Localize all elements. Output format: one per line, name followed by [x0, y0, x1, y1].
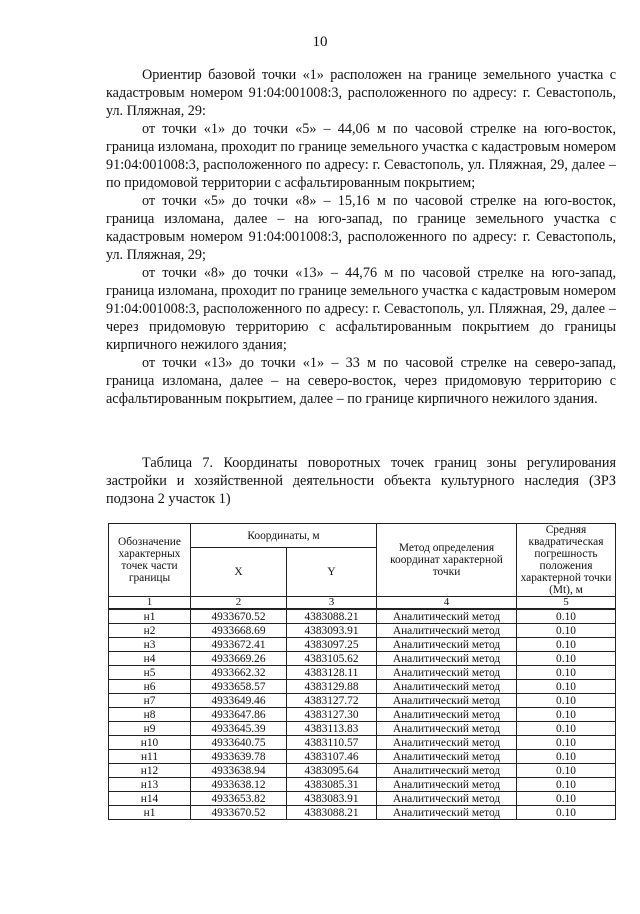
column-numbers-row — [109, 597, 616, 610]
table-row — [109, 764, 616, 778]
x-coordinate-cell: 4933639.78 — [191, 750, 287, 764]
method-cell: Аналитический метод — [377, 680, 517, 694]
accuracy-cell: 0.10 — [517, 680, 616, 694]
column-number: 1 — [109, 597, 191, 610]
method-cell: Аналитический метод — [377, 609, 517, 624]
method-cell: Аналитический метод — [377, 708, 517, 722]
body-text — [106, 66, 616, 408]
accuracy-cell: 0.10 — [517, 764, 616, 778]
table-row — [109, 778, 616, 792]
point-designation-cell: н5 — [109, 666, 191, 680]
accuracy-cell: 0.10 — [517, 638, 616, 652]
table-row — [109, 792, 616, 806]
method-cell: Аналитический метод — [377, 638, 517, 652]
table-row — [109, 666, 616, 680]
accuracy-cell: 0.10 — [517, 778, 616, 792]
point-designation-cell: н13 — [109, 778, 191, 792]
x-coordinate-cell: 4933638.94 — [191, 764, 287, 778]
y-coordinate-cell: 4383127.30 — [287, 708, 377, 722]
x-coordinate-cell: 4933672.41 — [191, 638, 287, 652]
point-designation-cell: н10 — [109, 736, 191, 750]
header-x: X — [191, 548, 287, 597]
y-coordinate-cell: 4383113.83 — [287, 722, 377, 736]
paragraph-segment-1-5: от точки «1» до точки «5» – 44,06 м по часовой стрелке на юго-восток, граница изломана, проходит по границе земельного участка с кадастровым номером 91:04:001008:3, расположенного по адресу: г. Севастополь, ул. Пляжная, 29, далее – по придомовой территории с асфальтированным покрытием; — [106, 121, 616, 191]
x-coordinate-cell: 4933662.32 — [191, 666, 287, 680]
header-method: Метод определения координат характерной точки — [377, 524, 517, 597]
y-coordinate-cell: 4383129.88 — [287, 680, 377, 694]
y-coordinate-cell: 4383107.46 — [287, 750, 377, 764]
method-cell: Аналитический метод — [377, 778, 517, 792]
method-cell: Аналитический метод — [377, 722, 517, 736]
accuracy-cell: 0.10 — [517, 722, 616, 736]
header-coordinates: Координаты, м — [191, 524, 377, 548]
x-coordinate-cell: 4933670.52 — [191, 609, 287, 624]
accuracy-cell: 0.10 — [517, 806, 616, 820]
y-coordinate-cell: 4383085.31 — [287, 778, 377, 792]
header-designation: Обозначение характерных точек части границы — [109, 524, 191, 597]
y-coordinate-cell: 4383093.91 — [287, 624, 377, 638]
table-row — [109, 680, 616, 694]
x-coordinate-cell: 4933670.52 — [191, 806, 287, 820]
table-row — [109, 736, 616, 750]
paragraph-segment-13-1: от точки «13» до точки «1» – 33 м по часовой стрелке на северо-запад, граница изломана, далее – на северо-восток, через придомовую территорию с асфальтированным покрытием, далее – по границе кирпичного нежилого здания. — [106, 355, 616, 407]
method-cell: Аналитический метод — [377, 764, 517, 778]
y-coordinate-cell: 4383105.62 — [287, 652, 377, 666]
point-designation-cell: н3 — [109, 638, 191, 652]
method-cell: Аналитический метод — [377, 736, 517, 750]
paragraph-base-point: Ориентир базовой точки «1» расположен на границе земельного участка с кадастровым номером 91:04:001008:3, расположенного по адресу: г. Севастополь, ул. Пляжная, 29: — [106, 67, 616, 119]
table-row — [109, 806, 616, 820]
x-coordinate-cell: 4933649.46 — [191, 694, 287, 708]
method-cell: Аналитический метод — [377, 652, 517, 666]
point-designation-cell: н11 — [109, 750, 191, 764]
method-cell: Аналитический метод — [377, 624, 517, 638]
table-row — [109, 638, 616, 652]
paragraph-segment-5-8: от точки «5» до точки «8» – 15,16 м по часовой стрелке на юго-восток, граница изломана, далее – на юго-запад, по границе земельного участка с кадастровым номером 91:04:001008:3, расположенного по адресу: г. Севастополь, ул. Пляжная, 29; — [106, 193, 616, 263]
point-designation-cell: н4 — [109, 652, 191, 666]
x-coordinate-cell: 4933638.12 — [191, 778, 287, 792]
method-cell: Аналитический метод — [377, 694, 517, 708]
x-coordinate-cell: 4933645.39 — [191, 722, 287, 736]
accuracy-cell: 0.10 — [517, 652, 616, 666]
y-coordinate-cell: 4383127.72 — [287, 694, 377, 708]
accuracy-cell: 0.10 — [517, 736, 616, 750]
accuracy-cell: 0.10 — [517, 609, 616, 624]
point-designation-cell: н2 — [109, 624, 191, 638]
table-row — [109, 624, 616, 638]
accuracy-cell: 0.10 — [517, 708, 616, 722]
point-designation-cell: н1 — [109, 609, 191, 624]
method-cell: Аналитический метод — [377, 666, 517, 680]
point-designation-cell: н8 — [109, 708, 191, 722]
column-number: 3 — [287, 597, 377, 610]
point-designation-cell: н1 — [109, 806, 191, 820]
table-row — [109, 609, 616, 624]
method-cell: Аналитический метод — [377, 750, 517, 764]
coordinates-table — [108, 523, 616, 820]
header-accuracy: Средняя квадратическая погрешность положения характерной точки (Mt), м — [517, 524, 616, 597]
accuracy-cell: 0.10 — [517, 666, 616, 680]
page-number: 10 — [312, 34, 328, 50]
point-designation-cell: н14 — [109, 792, 191, 806]
y-coordinate-cell: 4383088.21 — [287, 609, 377, 624]
table-caption: Таблица 7. Координаты поворотных точек границ зоны регулирования застройки и хозяйственной деятельности объекта культурного наследия (ЗРЗ подзона 2 участок 1) — [106, 455, 616, 507]
point-designation-cell: н9 — [109, 722, 191, 736]
x-coordinate-cell: 4933658.57 — [191, 680, 287, 694]
x-coordinate-cell: 4933640.75 — [191, 736, 287, 750]
y-coordinate-cell: 4383088.21 — [287, 806, 377, 820]
column-number: 4 — [377, 597, 517, 610]
accuracy-cell: 0.10 — [517, 694, 616, 708]
accuracy-cell: 0.10 — [517, 792, 616, 806]
y-coordinate-cell: 4383097.25 — [287, 638, 377, 652]
accuracy-cell: 0.10 — [517, 624, 616, 638]
method-cell: Аналитический метод — [377, 806, 517, 820]
table-row — [109, 652, 616, 666]
y-coordinate-cell: 4383083.91 — [287, 792, 377, 806]
point-designation-cell: н12 — [109, 764, 191, 778]
table-row — [109, 708, 616, 722]
column-number: 5 — [517, 597, 616, 610]
x-coordinate-cell: 4933653.82 — [191, 792, 287, 806]
paragraph-segment-8-13: от точки «8» до точки «13» – 44,76 м по часовой стрелке на юго-запад, граница изломана, проходит по границе земельного участка с кадастровым номером 91:04:001008:3, расположенного по адресу: г. Севастополь, ул. Пляжная, 29, далее – через придомовую территорию с асфальтированным покрытием до границы кирпичного нежилого здания; — [106, 265, 616, 353]
x-coordinate-cell: 4933669.26 — [191, 652, 287, 666]
table-row — [109, 722, 616, 736]
y-coordinate-cell: 4383095.64 — [287, 764, 377, 778]
point-designation-cell: н7 — [109, 694, 191, 708]
column-number: 2 — [191, 597, 287, 610]
y-coordinate-cell: 4383128.11 — [287, 666, 377, 680]
y-coordinate-cell: 4383110.57 — [287, 736, 377, 750]
accuracy-cell: 0.10 — [517, 750, 616, 764]
point-designation-cell: н6 — [109, 680, 191, 694]
x-coordinate-cell: 4933668.69 — [191, 624, 287, 638]
x-coordinate-cell: 4933647.86 — [191, 708, 287, 722]
table-row — [109, 750, 616, 764]
header-y: Y — [287, 548, 377, 597]
method-cell: Аналитический метод — [377, 792, 517, 806]
table-row — [109, 694, 616, 708]
